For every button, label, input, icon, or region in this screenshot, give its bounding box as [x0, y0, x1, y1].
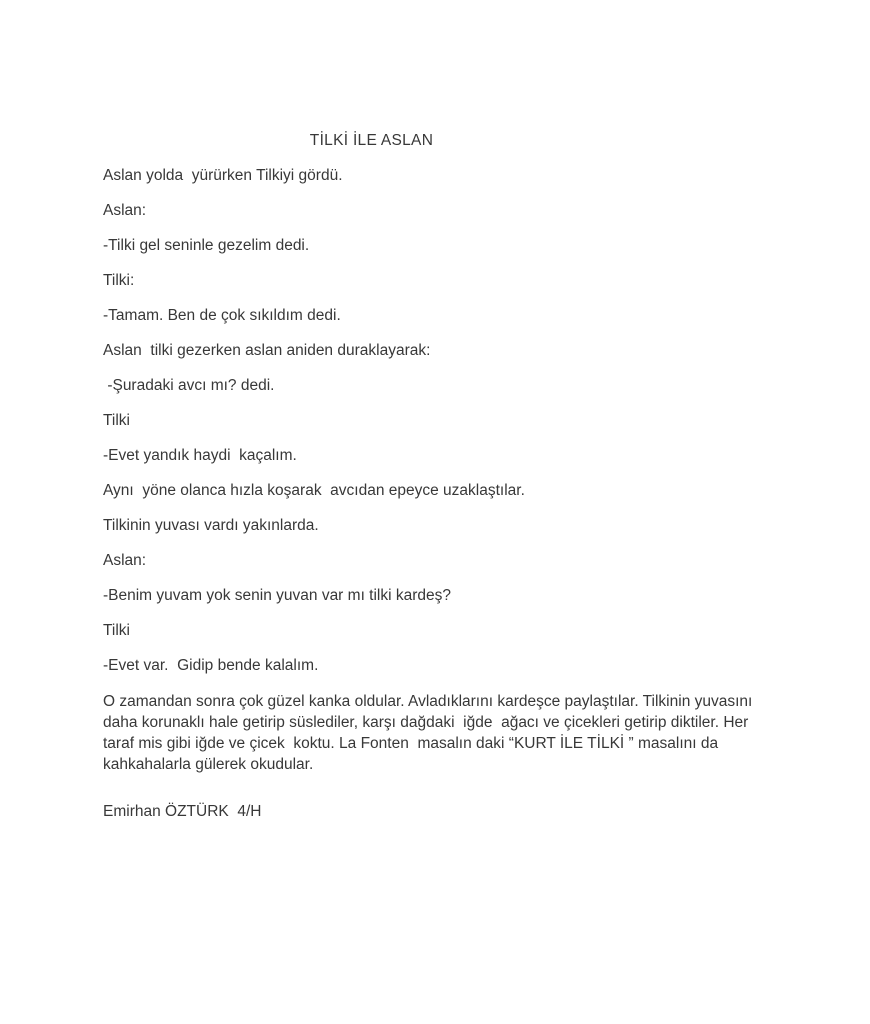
- story-line: -Evet var. Gidip bende kalalım.: [103, 657, 319, 674]
- story-line: -Benim yuvam yok senin yuvan var mı tilki kardeş?: [103, 587, 452, 604]
- closing-paragraph: O zamandan sonra çok güzel kanka oldular. Avladıklarını kardeşce paylaştılar. Tilkinin yuvasını daha korunaklı hale getirip süslediler, karşı dağdaki iğde ağacı ve çicekleri getirip diktiler. Her taraf mis gibi iğde ve çicek koktu. La Fonten masalın daki “KURT İLE TİLKİ ” masalını da kahkahalarla gülerek okudular.: [103, 693, 757, 773]
- story-line: Aslan:: [103, 552, 147, 569]
- author-signature: Emirhan ÖZTÜRK 4/H: [103, 803, 262, 820]
- story-line: -Tamam. Ben de çok sıkıldım dedi.: [103, 307, 341, 324]
- story-line: Aslan:: [103, 202, 147, 219]
- story-line: Aynı yöne olanca hızla koşarak avcıdan epeyce uzaklaştılar.: [103, 482, 525, 499]
- story-line: Tilki:: [103, 272, 135, 289]
- story-line: Aslan yolda yürürken Tilkiyi gördü.: [103, 167, 343, 184]
- story-line: -Tilki gel seninle gezelim dedi.: [103, 237, 310, 254]
- story-line: Tilki: [103, 412, 130, 429]
- story-title: TİLKİ İLE ASLAN: [309, 132, 434, 149]
- story-line: Tilki: [103, 622, 130, 639]
- title-row: [103, 131, 640, 151]
- story-line: Tilkinin yuvası vardı yakınlarda.: [103, 517, 319, 534]
- story-line: -Şuradaki avcı mı? dedi.: [103, 377, 275, 394]
- story-line: -Evet yandık haydi kaçalım.: [103, 447, 297, 464]
- story-line: Aslan tilki gezerken aslan aniden duraklayarak:: [103, 342, 431, 359]
